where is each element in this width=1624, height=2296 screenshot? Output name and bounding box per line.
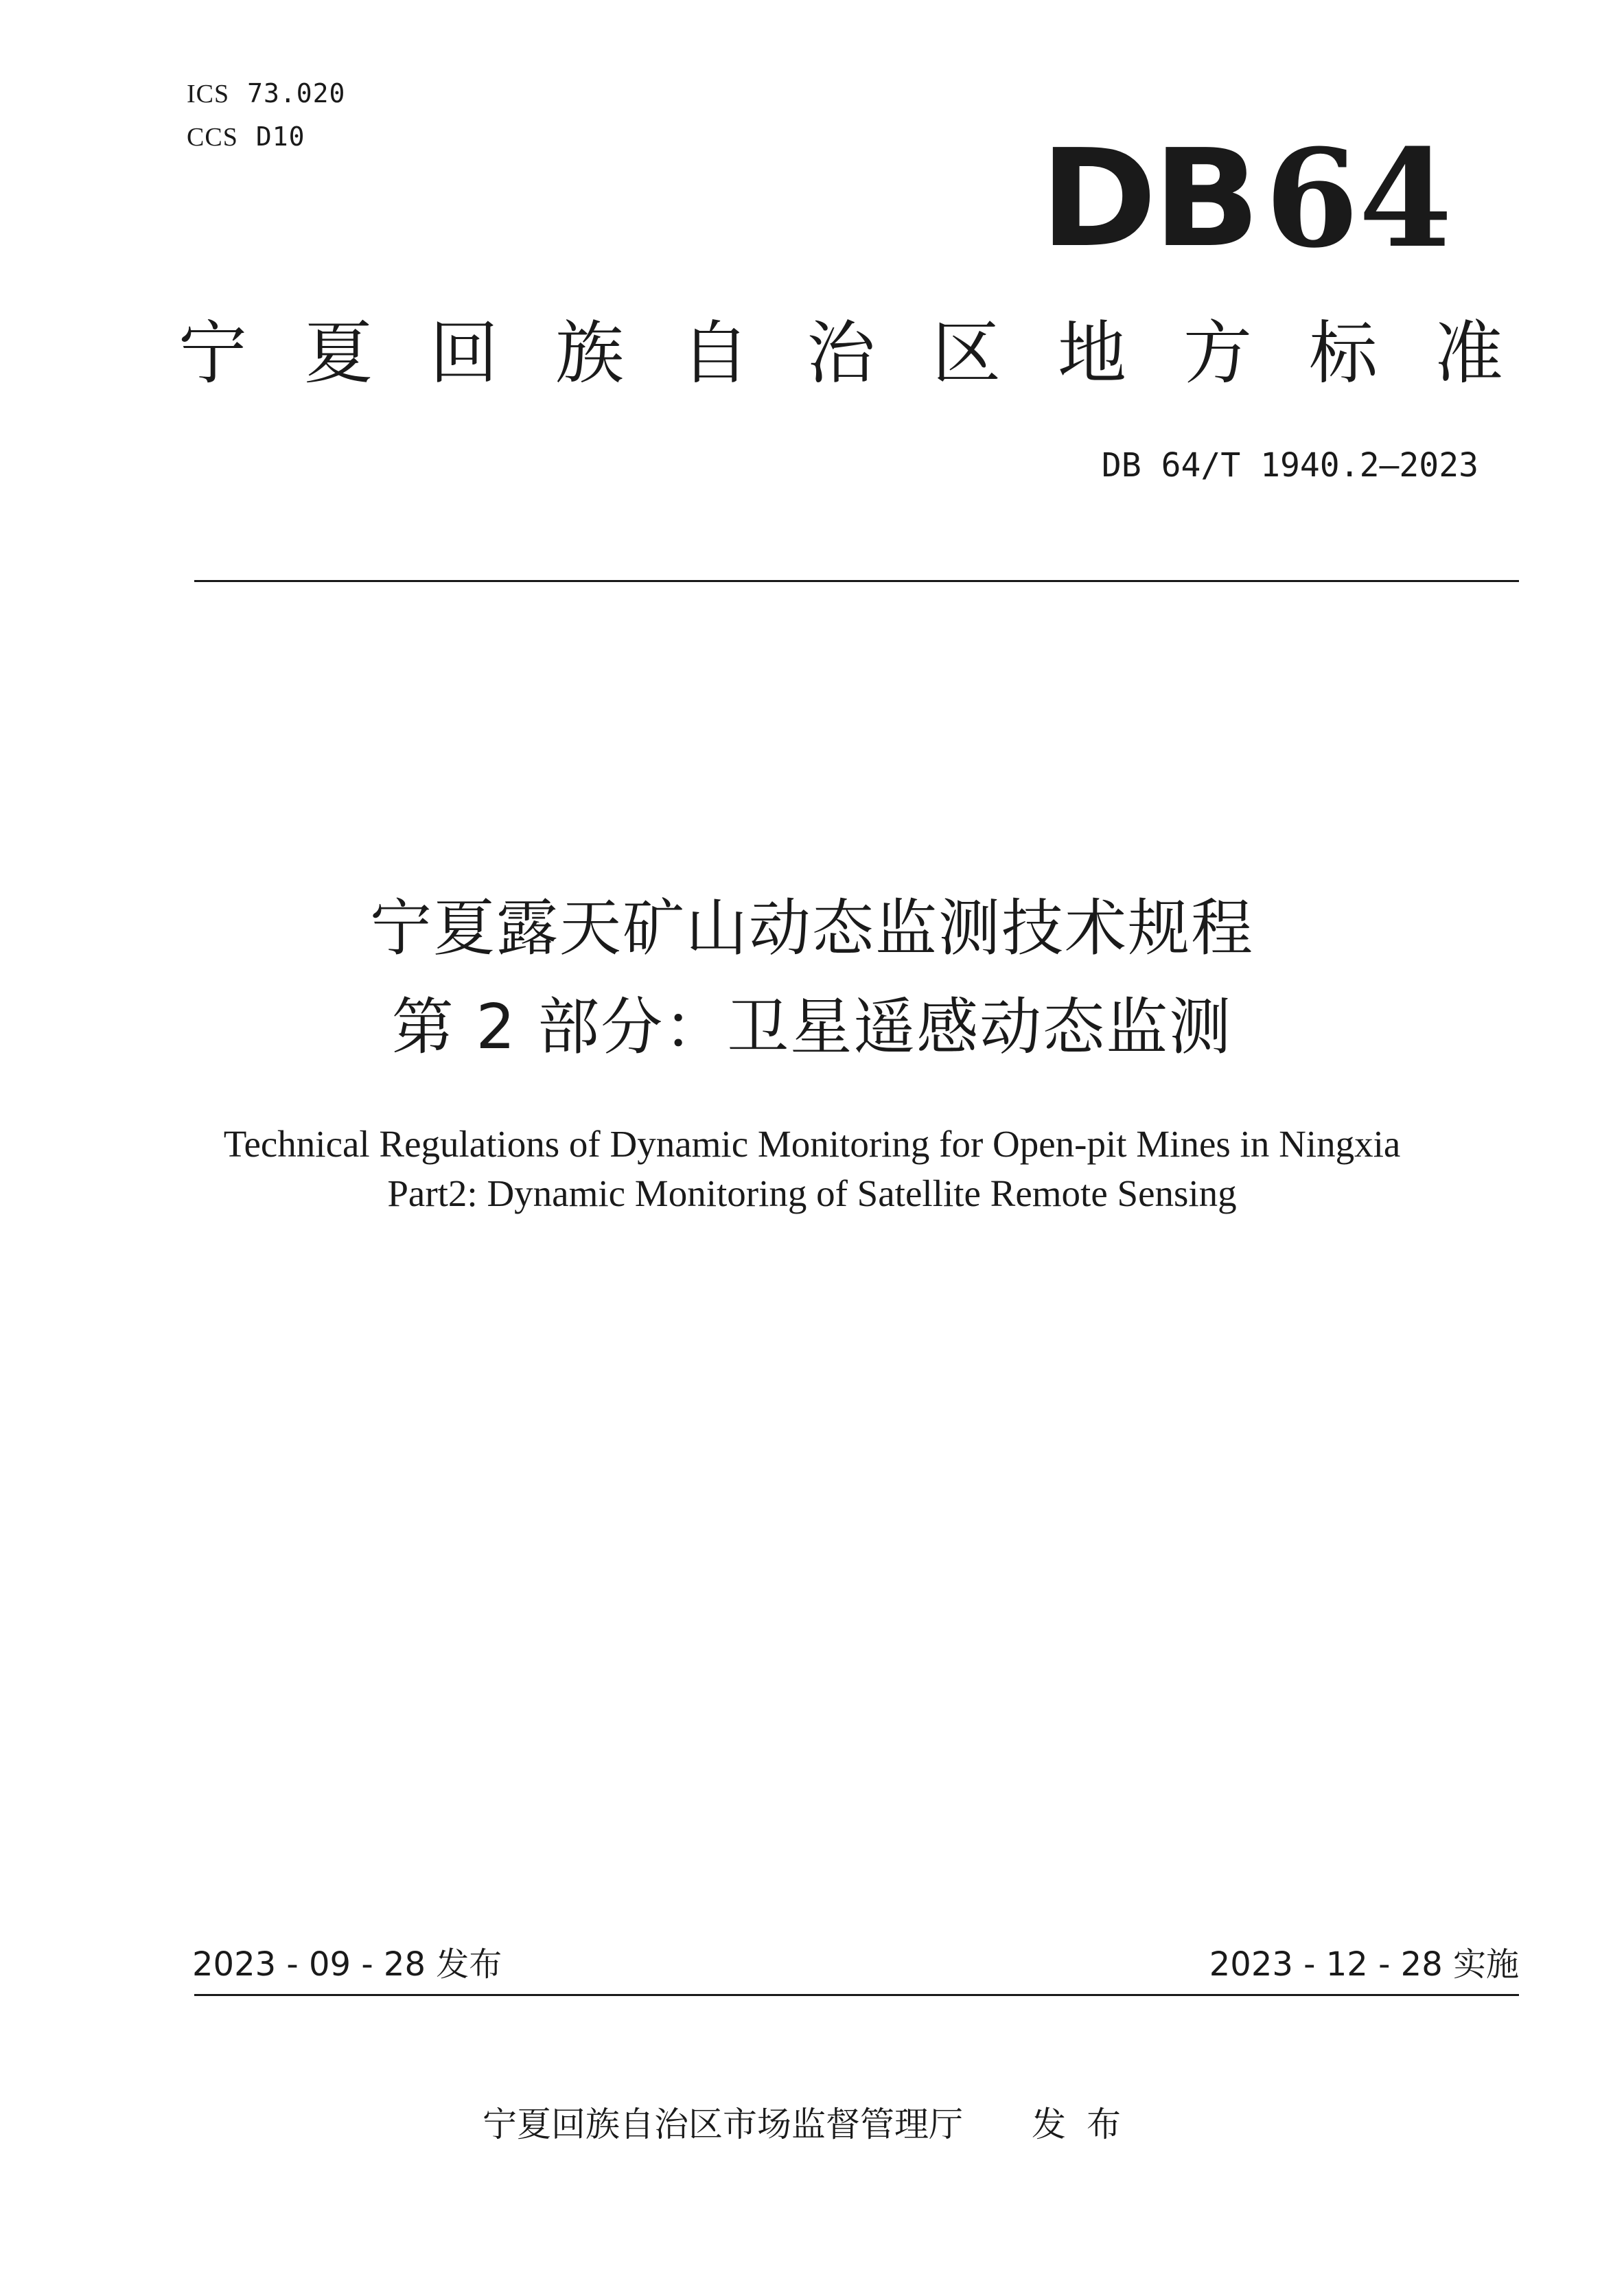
ics-label: ICS	[187, 80, 230, 108]
ccs-code	[187, 121, 305, 153]
issuer-verb: 发布	[1032, 2104, 1141, 2144]
standard-number: DB 64/T 1940.2—2023	[1101, 446, 1478, 485]
standard-type-char: 夏	[304, 313, 373, 393]
standard-type-char: 回	[430, 313, 498, 393]
implementation-date: 2023 - 12 - 28 实施	[1209, 1945, 1519, 1984]
standard-type-char: 治	[807, 313, 875, 393]
issuer-line	[0, 2100, 1624, 2148]
standard-type-char: 族	[555, 313, 624, 393]
title-zh-line2: 第 2 部分：卫星遥感动态监测	[391, 991, 1233, 1063]
title-en-line2: Part2: Dynamic Monitoring of Satellite Remote Sensing	[387, 1172, 1237, 1214]
logo-number: 64	[1265, 120, 1452, 278]
title-zh-line1: 宁夏露天矿山动态监测技术规程	[370, 892, 1254, 964]
standard-type-heading	[178, 312, 1503, 395]
ics-value: 73.020	[247, 78, 346, 108]
top-divider	[194, 580, 1519, 582]
standard-type-char: 标	[1309, 313, 1378, 393]
bottom-divider	[194, 1994, 1519, 1996]
standard-type-char: 地	[1058, 313, 1126, 393]
ics-code	[187, 78, 345, 110]
standard-type-char: 自	[681, 313, 750, 393]
ccs-label: CCS	[187, 123, 238, 152]
logo-prefix: DB	[1040, 121, 1257, 277]
title-en-line1: Technical Regulations of Dynamic Monitoring for Open-pit Mines in Ningxia	[223, 1123, 1401, 1165]
standard-type-char: 方	[1183, 313, 1252, 393]
release-date: 2023 - 09 - 28 发布	[192, 1945, 502, 1984]
ccs-value: D10	[255, 121, 305, 152]
issuer-name: 宁夏回族自治区市场监督管理厅	[483, 2104, 963, 2144]
standard-type-char: 区	[932, 313, 1001, 393]
standard-type-char: 宁	[178, 313, 247, 393]
db64-logo	[1040, 120, 1452, 278]
standard-type-char: 准	[1435, 313, 1503, 393]
